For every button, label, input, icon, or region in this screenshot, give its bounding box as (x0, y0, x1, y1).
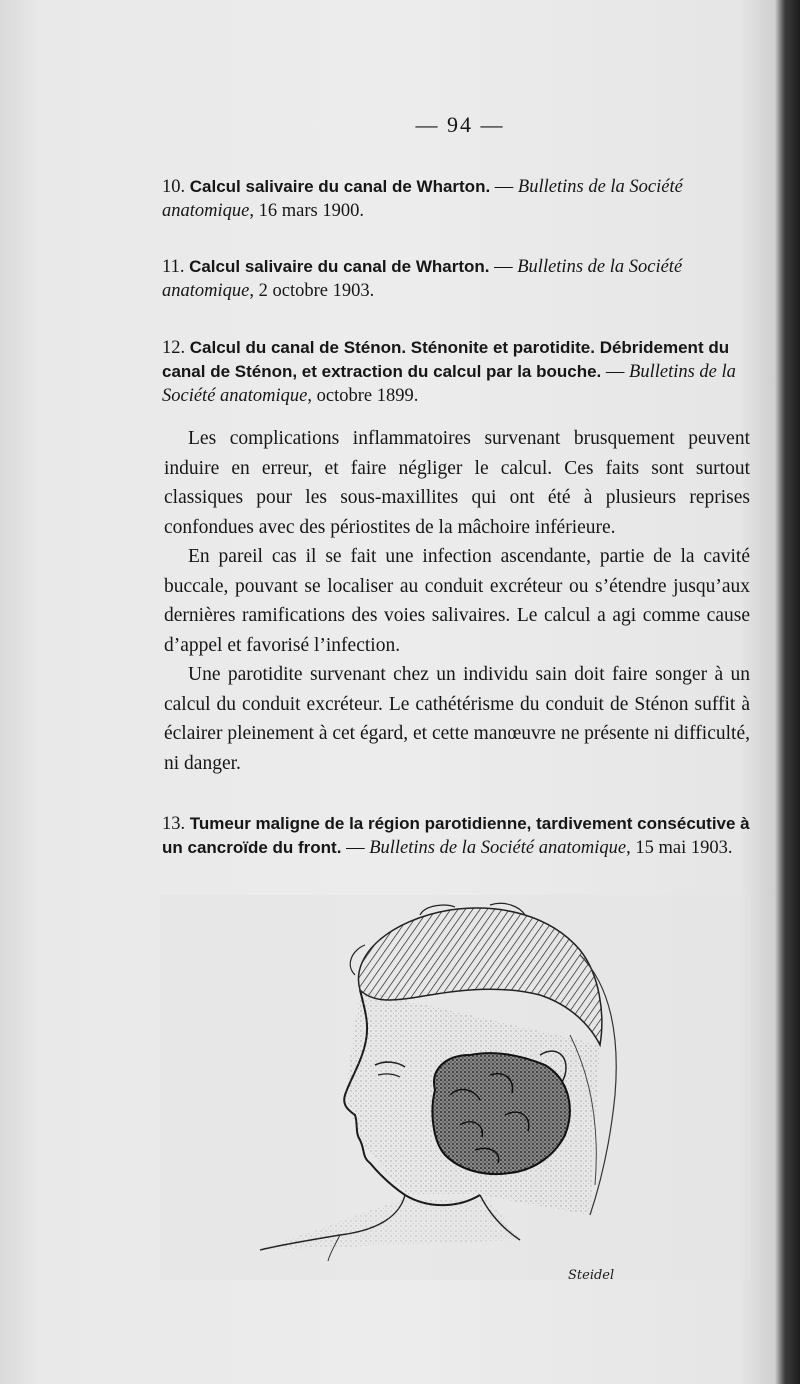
reference-11 (162, 255, 754, 303)
paragraph: Les complications inflammatoires survenant brusquement peuvent induire en erreur, et faire négliger le calcul. Ces faits sont surtout classiques pour les sous-maxillites qui ont été à plusieurs reprises confondues avec des périostites de la mâchoire inférieure. (164, 428, 750, 538)
reference-journal: Bulletins de la Société anatomique (162, 257, 683, 301)
engraving-figure (160, 895, 750, 1280)
tumor-shape (432, 1053, 569, 1174)
body-text (164, 424, 750, 778)
paragraph: En pareil cas il se fait une infection ascendante, partie de la cavité buccale, pouvant se localiser au conduit excréteur ou s’étendre jusqu’aux dernières ramifications des voies salivaires. Le calcul a agi comme cause d’appel et favorisé l’infection. (164, 546, 750, 656)
reference-journal: Bulletins de la Société anatomique (162, 177, 683, 221)
reference-date: , octobre 1899. (307, 386, 419, 406)
reference-title: Calcul du canal de Sténon. Sténonite et parotidite. Débridement du canal de Sténon, et extraction du calcul par la bouche. (162, 338, 730, 381)
page-number: — 94 — (415, 112, 505, 137)
reference-13 (162, 812, 754, 860)
reference-journal: Bulletins de la Société anatomique (369, 838, 627, 858)
reference-date: , 16 mars 1900. (249, 201, 364, 221)
reference-title: Tumeur maligne de la région parotidienne, tardivement consécutive à un cancroïde du front. (162, 814, 750, 857)
reference-journal: Bulletins de la Société anatomique (162, 362, 736, 406)
paragraph: Une parotidite survenant chez un individu sain doit faire songer à un calcul du conduit excréteur. Le cathétérisme du conduit de Sténon suffit à éclairer pleinement à cet égard, et cette manœuvre ne présente ni difficulté, ni danger. (164, 664, 750, 774)
engraver-signature: Steidel (568, 1268, 615, 1280)
reference-title: Calcul salivaire du canal de Wharton. (189, 257, 490, 276)
reference-dash: — (601, 362, 630, 382)
reference-number: 13. (162, 814, 186, 834)
reference-dash: — (341, 838, 370, 858)
reference-date: , 15 mai 1903. (626, 838, 733, 858)
head-profile-illustration (160, 895, 750, 1280)
reference-12 (162, 336, 754, 408)
reference-10 (162, 175, 754, 223)
reference-number: 12. (162, 338, 186, 358)
reference-dash: — (490, 177, 518, 197)
reference-number: 11. (162, 257, 185, 277)
reference-title: Calcul salivaire du canal de Wharton. (189, 177, 491, 196)
reference-date: , 2 octobre 1903. (249, 281, 375, 301)
reference-number: 10. (162, 177, 186, 197)
reference-dash: — (489, 257, 518, 277)
